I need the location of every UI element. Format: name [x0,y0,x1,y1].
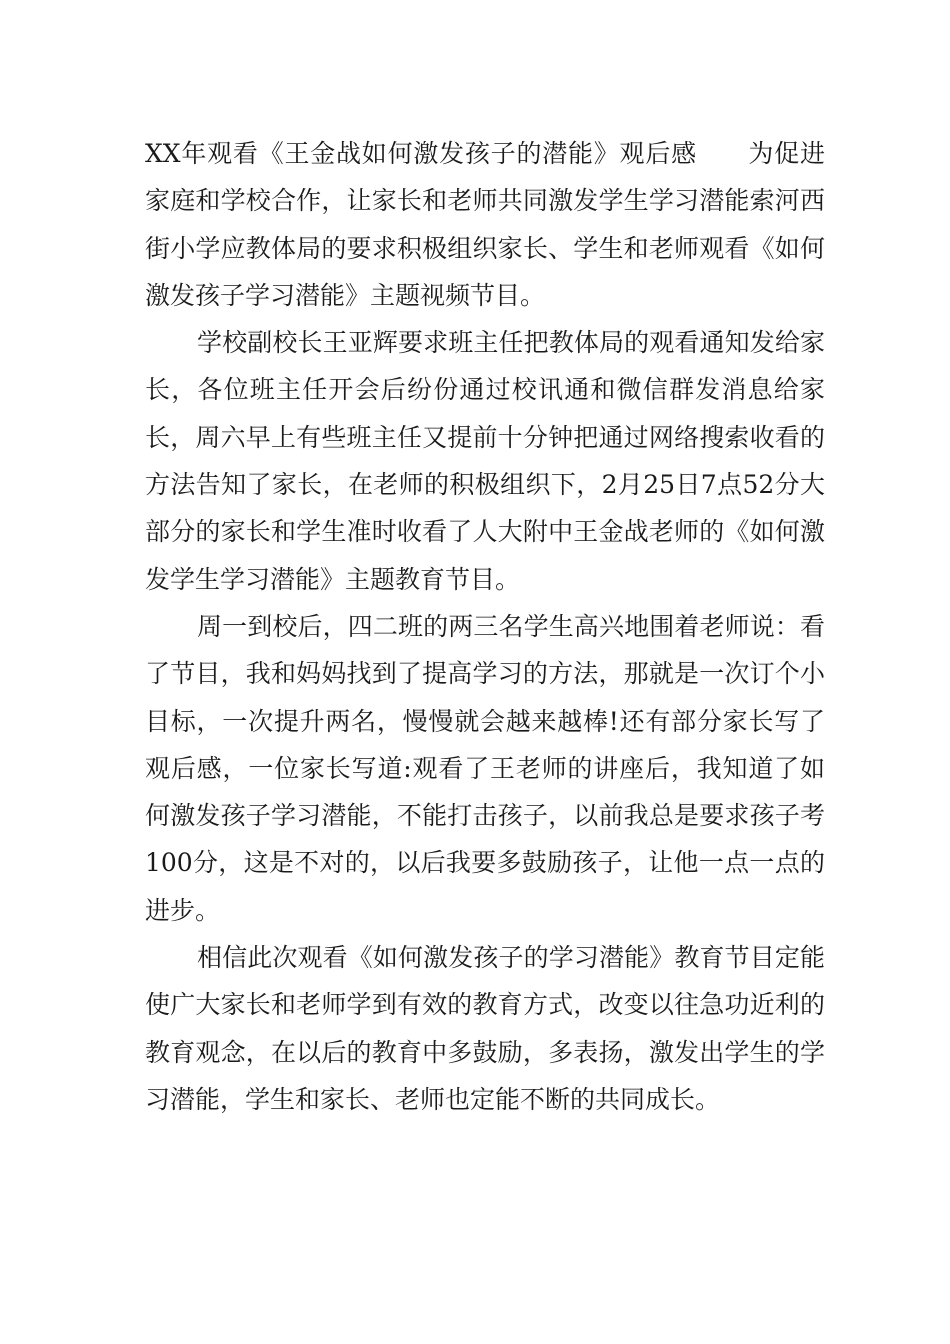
paragraph-conclusion: 相信此次观看《如何激发孩子的学习潜能》教育节目定能使广大家长和老师学到有效的教育方式，改变以往急功近利的教育观念，在以后的教育中多鼓励，多表扬，激发出学生的学习潜能，学生和家长、老师也定能不断的共同成长。 [145,943,825,1114]
document-body [145,130,825,1123]
paragraph-notification: 学校副校长王亚辉要求班主任把教体局的观看通知发给家长，各位班主任开会后纷份通过校讯通和微信群发消息给家长，周六早上有些班主任又提前十分钟把通过网络搜索收看的方法告知了家长，在老师的积极组织下，2月25日7点52分大部分的家长和学生准时收看了人大附中王金战老师的《如何激发学生学习潜能》主题教育节目。 [145,328,825,594]
paragraph-feedback: 周一到校后，四二班的两三名学生高兴地围着老师说：看了节目，我和妈妈找到了提高学习的方法，那就是一次订个小目标，一次提升两名，慢慢就会越来越棒!还有部分家长写了观后感，一位家长写道:观看了王老师的讲座后，我知道了如何激发孩子学习潜能，不能打击孩子，以前我总是要求孩子考100分，这是不对的，以后我要多鼓励孩子，让他一点一点的进步。 [145,611,825,925]
paragraph-title-intro: XX年观看《王金战如何激发孩子的潜能》观后感 为促进家庭和学校合作，让家长和老师共同激发学生学习潜能索河西街小学应教体局的要求积极组织家长、学生和老师观看《如何激发孩子学习潜能》主题视频节目。 [145,139,825,310]
